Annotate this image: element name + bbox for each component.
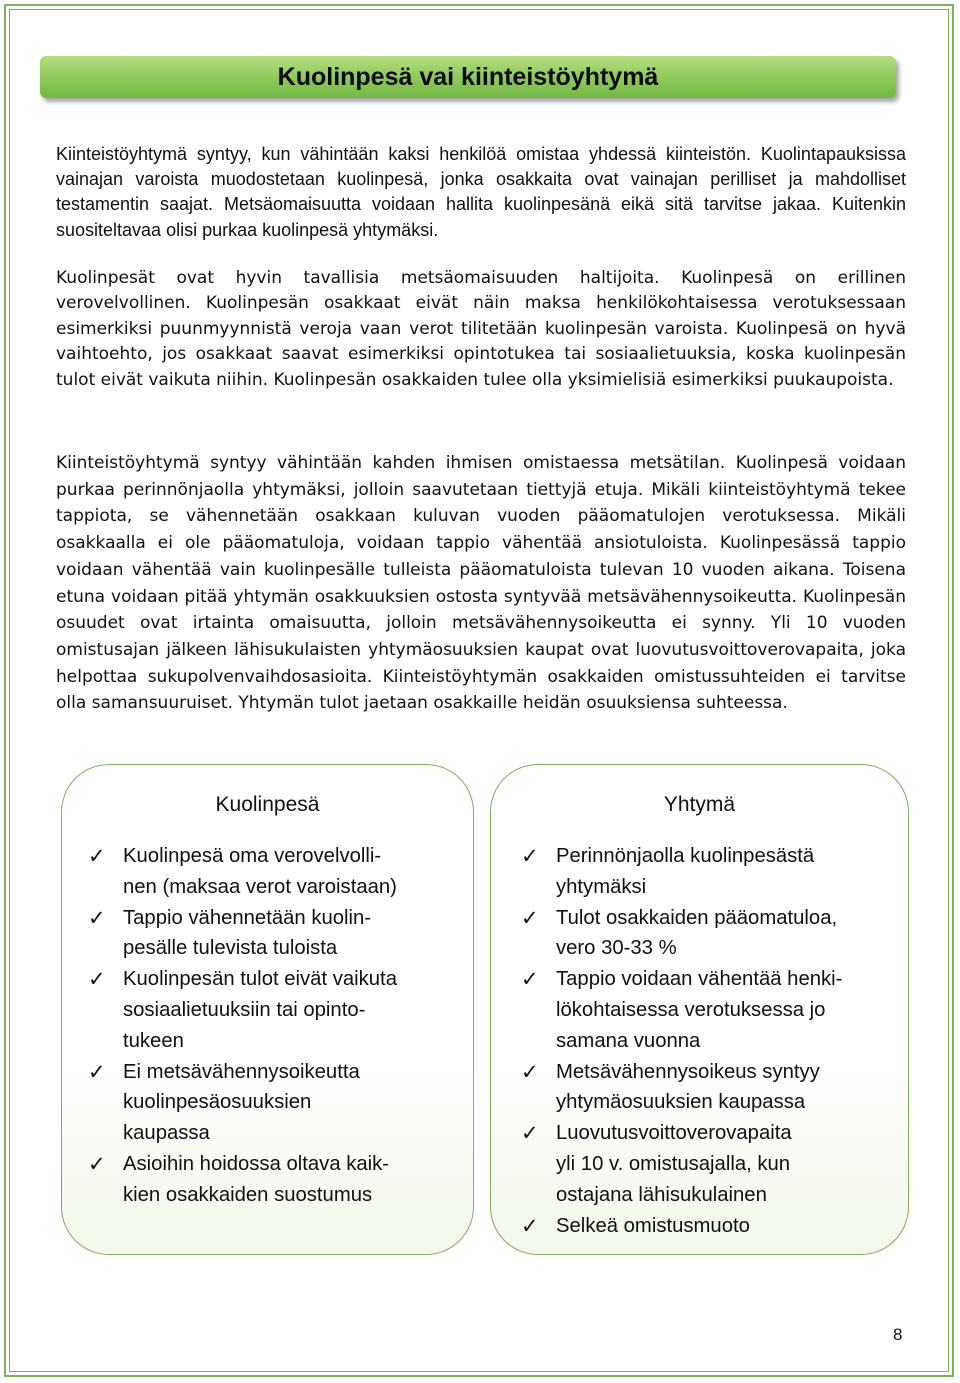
checklist-item-text: Tappio voidaan vähentää henki- bbox=[556, 968, 843, 991]
checklist-item-text: yhtymäosuuksien kaupassa bbox=[556, 1091, 806, 1114]
checkmark-icon: ✓ bbox=[521, 967, 539, 992]
checklist-item bbox=[88, 903, 428, 965]
checklist-item-text: Perinnönjaolla kuolinpesästä bbox=[556, 845, 815, 867]
page-title: Kuolinpesä vai kiinteistöyhtymä bbox=[277, 62, 659, 91]
checklist-item bbox=[521, 1118, 851, 1210]
kuolinpesa-checklist bbox=[88, 841, 428, 1211]
checklist-item-text: kaupassa bbox=[123, 1122, 210, 1145]
checkmark-icon: ✓ bbox=[88, 1059, 106, 1084]
checkmark-icon: ✓ bbox=[521, 1121, 539, 1146]
checklist-item-text: tukeen bbox=[123, 1029, 184, 1052]
checklist-item-text: Tappio vähennetään kuolin- bbox=[123, 906, 372, 929]
checklist-item bbox=[521, 964, 851, 1056]
checklist-item-text: vero 30-33 % bbox=[556, 937, 677, 960]
checklist-item-text: Kuolinpesä oma verovelvolli- bbox=[123, 845, 382, 867]
checklist-item bbox=[88, 964, 428, 1056]
checklist-item bbox=[88, 841, 428, 903]
checklist-item-text: ostajana lähisukulainen bbox=[556, 1183, 767, 1206]
checkmark-icon: ✓ bbox=[88, 905, 106, 930]
paragraph-yhtyma: Kiinteistöyhtymä syntyy vähintään kahden ihmisen omistaessa metsätilan. Kuolinpesä voidaan purkaa perinnönjaolla yhtymäksi, jolloin saavutetaan tiettyjä etuja. Mikäli kiinteistöyhtymä tekee tappiota, se vähennetään osakkaan kuluvan vuoden pääomatulojen verotuksessa. Mikäli osakkaalla ei ole pääomatuloja, voidaan tappio vähentää ansiotuloista. Kuolinpesässä tappio voidaan vähentää vain kuolinpesälle tulleista pääomatuloista tulevan 10 vuoden aikana. Toisena etuna voidaan pitää yhtymän osakkuuksien ostosta syntyvää metsävähennysoikeutta. Kuolinpesän osuudet ovat irtainta omaisuutta, jolloin metsävähennysoikeutta ei synny. Yli 10 vuoden omistusajan jälkeen lähisukulaisten yhtymäosuuksien kaupat ovat luovutusvoittoverovapaita, joka helpottaa sukupolvenvaihdosasioita. Kiinteistöyhtymän osakkaiden omistussuhteiden ei tarvitse olla samansuuruiset. Yhtymän tulot jaetaan osakkaille heidän osuuksiensa suhteessa. bbox=[56, 453, 906, 714]
paragraph-intro: Kiinteistöyhtymä syntyy, kun vähintään kaksi henkilöä omistaa yhdessä kiinteistön. Kuolintapauksissa vainajan varoista muodostetaan kuolinpesä, jonka osakkaita ovat vainajan perilliset ja mahdolliset testamentin saajat. Metsäomaisuutta voidaan hallita kuolinpesänä eikä sitä tarvitse jakaa. Kuitenkin suositeltavaa olisi purkaa kuolinpesä yhtymäksi. bbox=[56, 144, 906, 240]
page-number: 8 bbox=[893, 1325, 903, 1344]
checklist-item bbox=[88, 1057, 428, 1149]
checklist-item bbox=[88, 1149, 428, 1211]
checkmark-icon: ✓ bbox=[521, 1059, 539, 1084]
checklist-item-text: lökohtaisessa verotuksessa jo bbox=[556, 998, 826, 1021]
checklist-item-text: pesälle tulevista tuloista bbox=[123, 937, 338, 960]
checklist-item bbox=[521, 903, 851, 965]
checklist-item-text: Asioihin hoidossa oltava kaik- bbox=[123, 1152, 390, 1175]
checkmark-icon: ✓ bbox=[521, 1213, 539, 1238]
checklist-item-text: Tulot osakkaiden pääomatuloa, bbox=[556, 906, 838, 929]
checkmark-icon: ✓ bbox=[88, 967, 106, 992]
checklist-item-text: Selkeä omistusmuoto bbox=[556, 1214, 750, 1237]
checklist-item-text: kien osakkaiden suostumus bbox=[123, 1183, 373, 1206]
checklist-item bbox=[521, 1211, 851, 1242]
checklist-item-text: samana vuonna bbox=[556, 1029, 701, 1052]
checklist-item-text: Kuolinpesän tulot eivät vaikuta bbox=[123, 968, 397, 991]
checklist-item-text: sosiaalietuuksiin tai opinto- bbox=[123, 998, 366, 1021]
checkmark-icon: ✓ bbox=[521, 905, 539, 930]
paragraph-kuolinpesa: Kuolinpesät ovat hyvin tavallisia metsäomaisuuden haltijoita. Kuolinpesä on erillinen verovelvollinen. Kuolinpesän osakkaat eivät näin maksa henkilökohtaisessa verotuksessaan esimerkiksi puunmyynnistä veroja vaan verot tilitetään kuolinpesän varoista. Kuolinpesä on hyvä vaihtoehto, jos osakkaat saavat esimerkiksi opintotukea tai sosiaalietuuksia, koska kuolinpesän tulot eivät vaikuta niihin. Kuolinpesän osakkaiden tulee olla yksimielisiä esimerkiksi puukaupoista. bbox=[56, 268, 906, 390]
checklist-item bbox=[521, 841, 851, 903]
checkmark-icon: ✓ bbox=[521, 844, 539, 868]
kuolinpesa-box bbox=[61, 764, 474, 1255]
title-banner bbox=[40, 56, 896, 98]
checklist-item-text: yli 10 v. omistusajalla, kun bbox=[556, 1152, 791, 1175]
yhtyma-checklist bbox=[521, 841, 851, 1241]
checklist-item-text: yhtymäksi bbox=[556, 875, 647, 898]
checklist-item-text: nen (maksaa verot varoistaan) bbox=[123, 875, 397, 898]
checklist-item bbox=[521, 1057, 851, 1119]
checkmark-icon: ✓ bbox=[88, 1151, 106, 1176]
checkmark-icon: ✓ bbox=[88, 844, 106, 868]
checklist-item-text: Luovutusvoittoverovapaita bbox=[556, 1122, 792, 1145]
kuolinpesa-box-heading: Kuolinpesä bbox=[215, 793, 320, 816]
checklist-item-text: Metsävähennysoikeus syntyy bbox=[556, 1060, 820, 1083]
yhtyma-box-heading: Yhtymä bbox=[663, 793, 736, 816]
checklist-item-text: Ei metsävähennysoikeutta bbox=[123, 1060, 360, 1083]
checklist-item-text: kuolinpesäosuuksien bbox=[123, 1091, 312, 1114]
yhtyma-box bbox=[490, 764, 909, 1255]
